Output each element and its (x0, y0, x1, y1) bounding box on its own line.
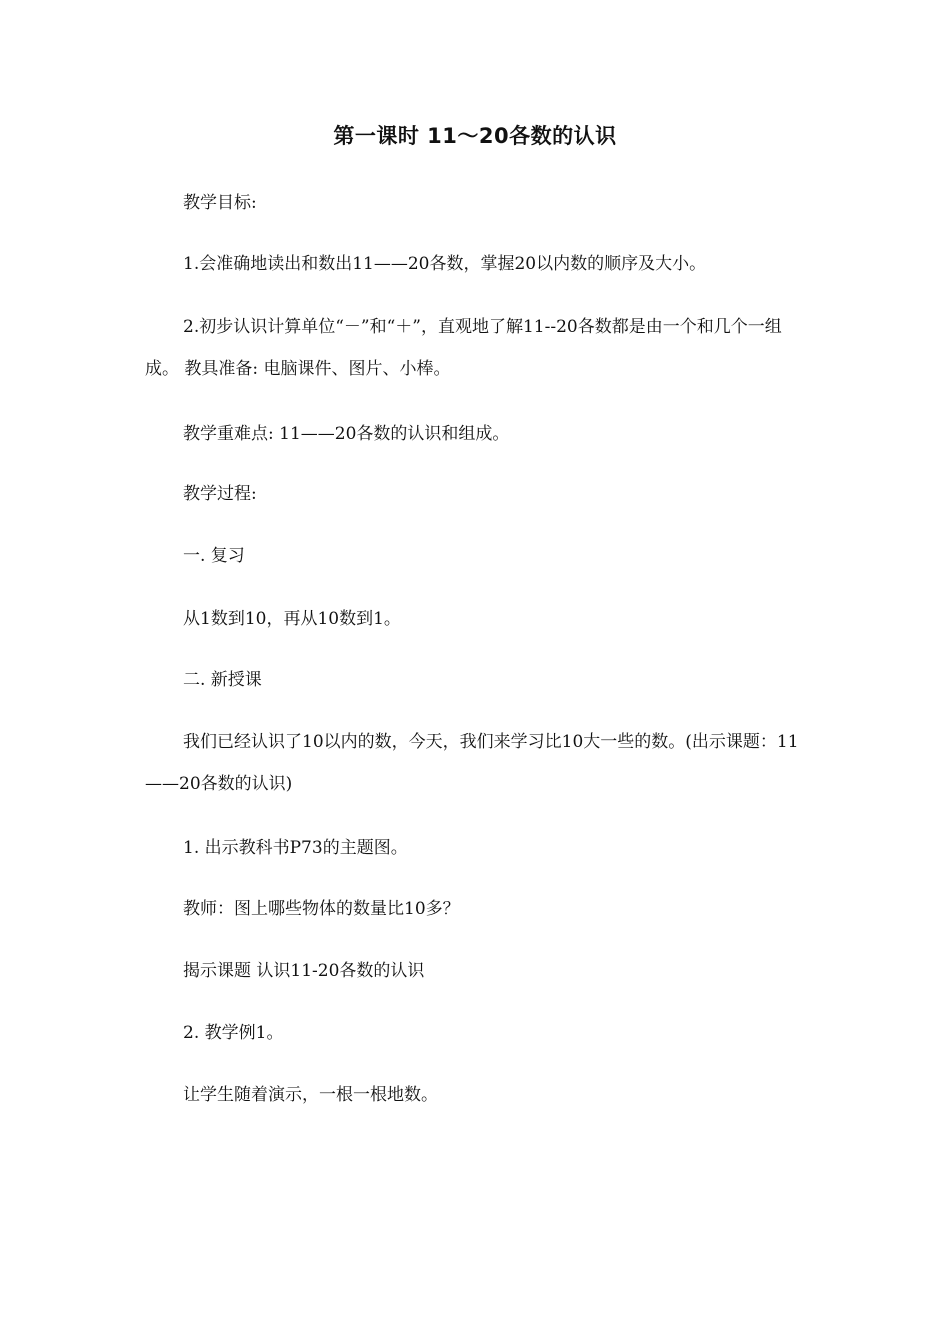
teacher-question: 教师：图上哪些物体的数量比10多？ (183, 899, 460, 919)
reveal-topic: 揭示课题 认识11-20各数的认识 (183, 961, 425, 981)
section-review-heading: 一. 复习 (183, 546, 245, 566)
teaching-goal-2: 2.初步认识计算单位“－”和“＋”，直观地了解11--20各数都是由一个和几个一组成。 教具准备: 电脑课件、图片、小棒。 (145, 317, 782, 379)
process-heading: 教学过程: (183, 484, 257, 504)
count-task: 从1数到10，再从10数到1。 (183, 609, 401, 629)
section-new-lesson-heading: 二. 新授课 (183, 670, 262, 690)
intro-paragraph: 我们已经认识了10以内的数，今天，我们来学习比10大一些的数。(出示课题：11——20各数的认识) (145, 732, 799, 794)
step-2: 2. 教学例1。 (183, 1023, 284, 1043)
teaching-goal-heading: 教学目标: (183, 193, 257, 213)
follow-demo: 让学生随着演示，一根一根地数。 (183, 1085, 438, 1105)
step-1: 1. 出示教科书P73的主题图。 (183, 838, 408, 858)
key-points: 教学重难点: 11——20各数的认识和组成。 (183, 424, 510, 444)
lesson-title: 第一课时 11～20各数的认识 (333, 124, 617, 148)
teaching-goal-1: 1.会准确地读出和数出11——20各数，掌握20以内数的顺序及大小。 (183, 254, 707, 274)
